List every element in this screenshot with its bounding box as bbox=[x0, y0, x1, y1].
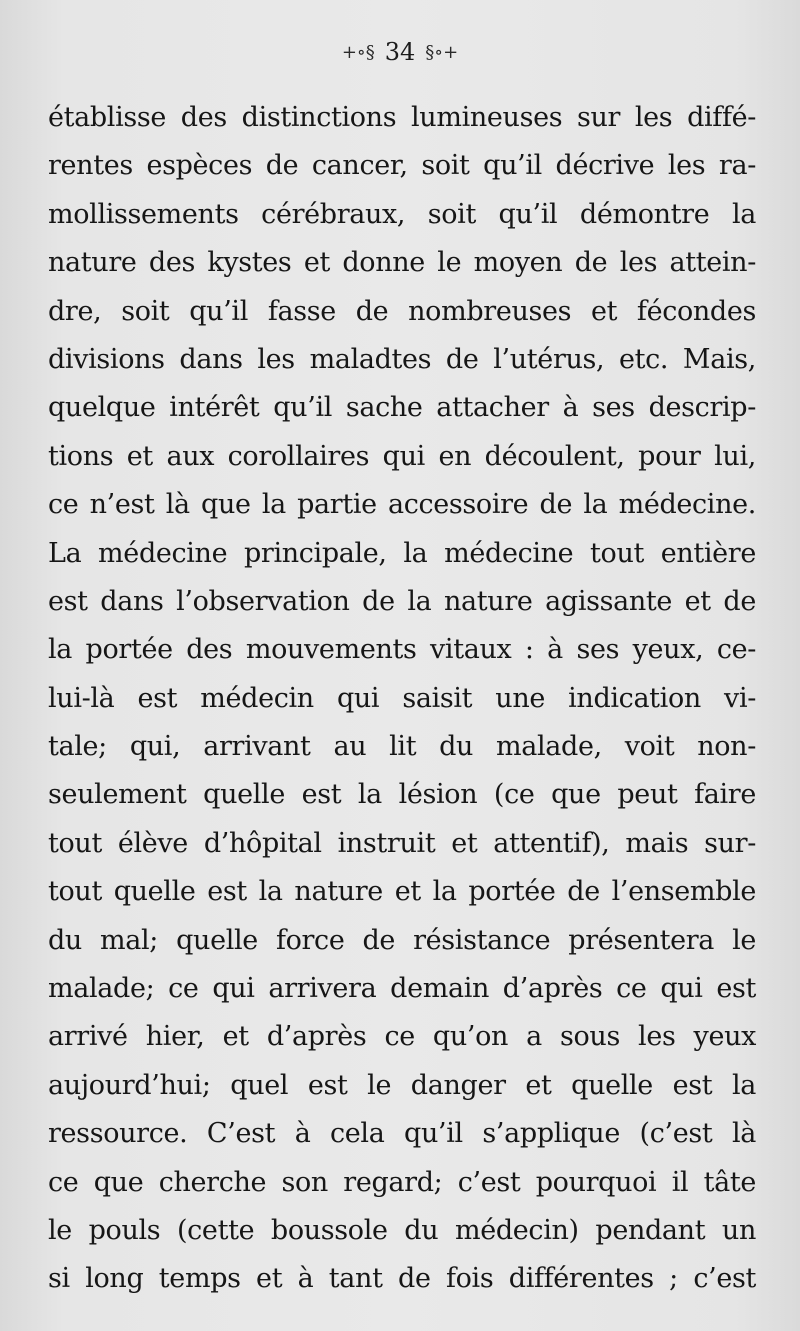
text-line: nature des kystes et donne le moyen de les attein- bbox=[48, 247, 756, 279]
text-line: le pouls (cette boussole du médecin) pendant un bbox=[48, 1214, 756, 1246]
text-line: ce n’est là que la partie accessoire de la médecine. bbox=[48, 489, 756, 521]
text-line: rentes espèces de cancer, soit qu’il décrive les ra- bbox=[48, 150, 756, 182]
page-header bbox=[0, 34, 800, 71]
text-line: seulement quelle est la lésion (ce que peut faire bbox=[48, 779, 756, 811]
page-number: 34 bbox=[384, 38, 416, 66]
text-line: est dans l’observation de la nature agissante et de bbox=[48, 585, 756, 617]
text-line: dre, soit qu’il fasse de nombreuses et fécondes bbox=[48, 295, 756, 327]
text-line: tale; qui, arrivant au lit du malade, voit non- bbox=[48, 731, 756, 763]
text-line: divisions dans les maladtes de l’utérus, etc. Mais, bbox=[48, 343, 756, 375]
text-line: la portée des mouvements vitaux : à ses yeux, ce- bbox=[48, 634, 756, 666]
text-line: malade; ce qui arrivera demain d’après ce qui est bbox=[48, 973, 756, 1005]
text-line: ce que cherche son regard; c’est pourquoi il tâte bbox=[48, 1166, 756, 1198]
text-line: arrivé hier, et d’après ce qu’on a sous les yeux bbox=[48, 1021, 756, 1053]
text-line: établisse des distinctions lumineuses sur les diffé- bbox=[48, 102, 756, 133]
text-line: si long temps et à tant de fois différentes ; c’est bbox=[48, 1263, 756, 1295]
text-line: lui-là est médecin qui saisit une indication vi- bbox=[48, 682, 756, 714]
left-ornament: +∘§ bbox=[341, 42, 375, 63]
text-line: La médecine principale, la médecine tout entière bbox=[48, 537, 756, 569]
text-line: du mal; quelle force de résistance présentera le bbox=[48, 924, 756, 956]
body-text bbox=[48, 94, 756, 1304]
text-line: mollissements cérébraux, soit qu’il démontre la bbox=[48, 198, 756, 230]
text-line: tout quelle est la nature et la portée de l’ensemble bbox=[48, 876, 756, 908]
text-line: ressource. C’est à cela qu’il s’applique (c’est là bbox=[48, 1118, 756, 1150]
right-ornament: §∘+ bbox=[425, 42, 459, 63]
text-line: tout élève d’hôpital instruit et attentif), mais sur- bbox=[48, 827, 756, 859]
text-line: tions et aux corollaires qui en découlent, pour lui, bbox=[48, 440, 756, 472]
text-line: aujourd’hui; quel est le danger et quelle est la bbox=[48, 1069, 756, 1101]
text-line: quelque intérêt qu’il sache attacher à ses descrip- bbox=[48, 392, 756, 424]
